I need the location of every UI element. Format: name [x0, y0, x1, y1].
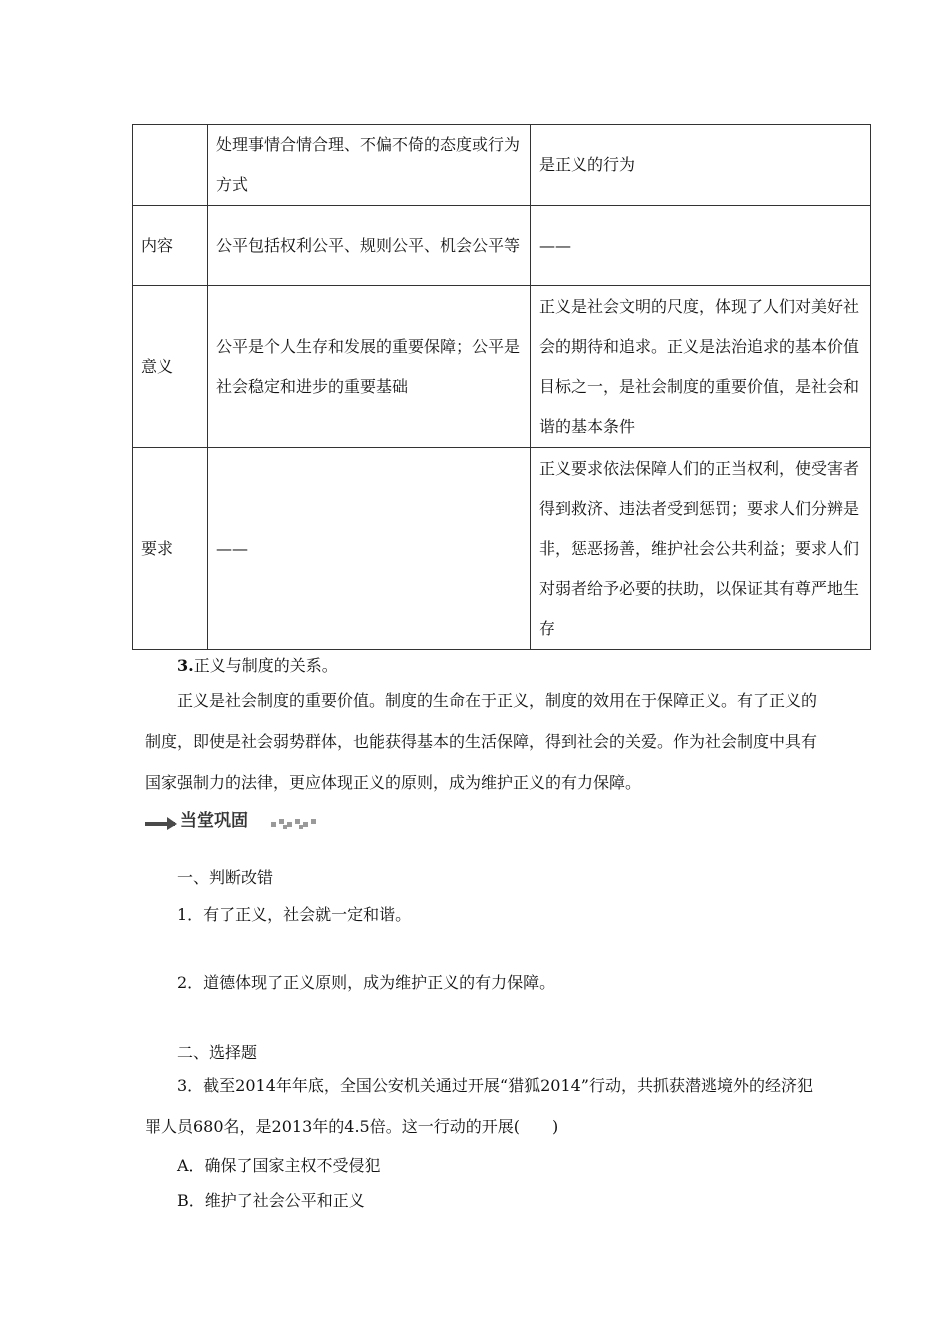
- fairness-justice-table: [132, 124, 871, 650]
- table-row: [133, 125, 871, 206]
- part1-title: 一、判断改错: [177, 868, 274, 887]
- question-1: 1．有了正义，社会就一定和谐。: [177, 905, 412, 924]
- option-b: B．维护了社会公平和正义: [177, 1191, 365, 1210]
- section-heading: [177, 653, 338, 676]
- justice-cell: 是正义的行为: [531, 125, 871, 206]
- fairness-cell: 处理事情合情合理、不偏不倚的态度或行为方式: [208, 125, 531, 206]
- fairness-cell: 公平是个人生存和发展的重要保障；公平是社会稳定和进步的重要基础: [208, 286, 531, 448]
- row-label: 内容: [133, 206, 208, 286]
- banner-consolidation: [143, 806, 323, 830]
- row-label: 要求: [133, 448, 208, 650]
- question-3: 3．截至2014年年底，全国公安机关通过开展“猎狐2014”行动，共抓获潜逃境外的经济犯罪人员680名，是2013年的4.5倍。这一行动的开展( ): [145, 1076, 813, 1136]
- question-2: 2．道德体现了正义原则，成为维护正义的有力保障。: [177, 973, 556, 992]
- justice-cell: 正义是社会文明的尺度，体现了人们对美好社会的期待和追求。正义是法治追求的基本价值目标之一，是社会制度的重要价值，是社会和谐的基本条件: [531, 286, 871, 448]
- table-row: [133, 286, 871, 448]
- row-label: 意义: [133, 286, 208, 448]
- fairness-cell: ——: [208, 448, 531, 650]
- section-number: 3.: [177, 656, 194, 675]
- section-paragraph: 正义是社会制度的重要价值。制度的生命在于正义，制度的效用在于保障正义。有了正义的制度，即使是社会弱势群体，也能获得基本的生活保障，得到社会的关爱。作为社会制度中具有国家强制力的法律，更应体现正义的原则，成为维护正义的有力保障。: [145, 691, 818, 792]
- section-title: 正义与制度的关系。: [193, 656, 338, 675]
- table-row: [133, 448, 871, 650]
- fairness-cell: 公平包括权利公平、规则公平、机会公平等: [208, 206, 531, 286]
- table-row: [133, 206, 871, 286]
- row-label: [133, 125, 208, 206]
- justice-cell: ——: [531, 206, 871, 286]
- banner-text: 当堂巩固: [180, 811, 248, 830]
- justice-cell: 正义要求依法保障人们的正当权利，使受害者得到救济、违法者受到惩罚；要求人们分辨是非，惩恶扬善，维护社会公共利益；要求人们对弱者给予必要的扶助，以保证其有尊严地生存: [531, 448, 871, 650]
- dots-decoration-icon: [271, 819, 316, 829]
- part2-title: 二、选择题: [177, 1043, 258, 1062]
- option-a: A．确保了国家主权不受侵犯: [177, 1156, 381, 1175]
